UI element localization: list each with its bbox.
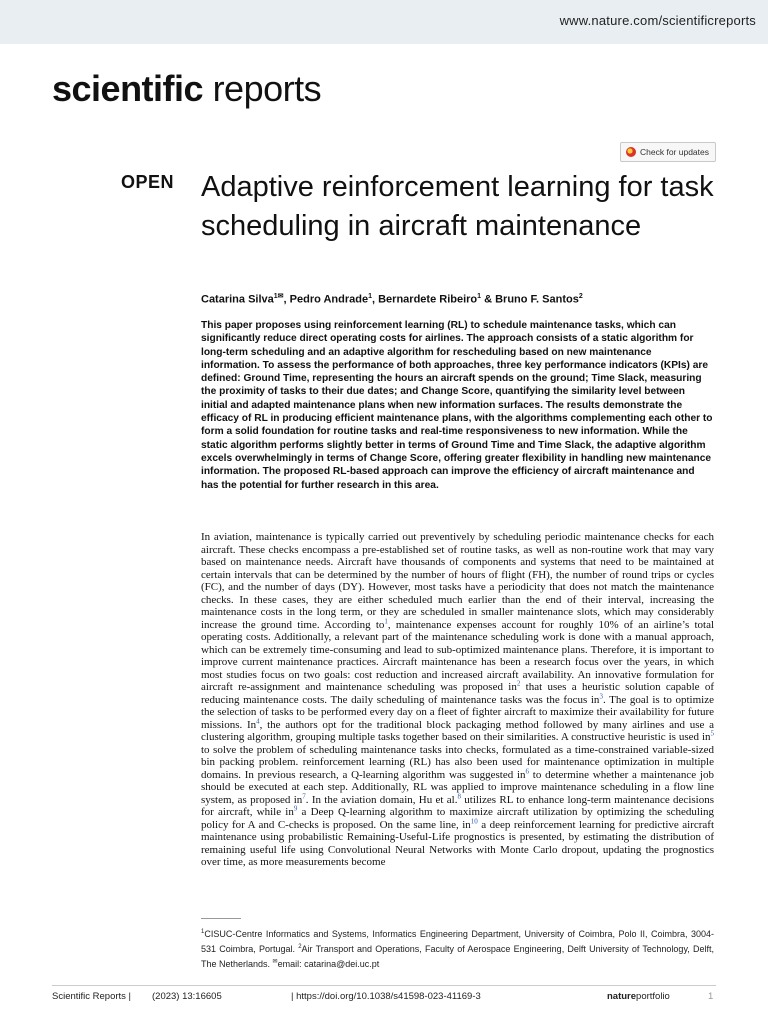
- affiliation-text: Air Transport and Operations, Faculty of Aerospace Engineering, Delft University of Technology, Delft, The Netherlands.: [201, 944, 714, 969]
- affiliations-footnote: [201, 926, 714, 971]
- citation-link[interactable]: 8: [457, 791, 461, 800]
- author-name[interactable]: , Pedro Andrade: [283, 293, 369, 306]
- body-text: , maintenance expenses account for roughly 10% of an airline’s total operating costs. Additionally, a relevant part of the maintenance scheduling work is done with a manual approach, which can be extremely time-consuming and lead to sub-optimized maintenance plans. Therefore, it is important to improve current maintenance practices. Aircraft maintenance has been a research focus over the years, in which most studies focus on two goals: cost reduction and increased aircraft availability. An innovative formulation for aircraft re-assignment and maintenance scheduling was proposed in: [201, 618, 715, 693]
- author-name[interactable]: , Bernardete Ribeiro: [372, 293, 478, 306]
- body-text: that uses a heuristic solution capable of reducing maintenance costs. The daily scheduling of maintenance tasks was the focus in: [201, 681, 714, 706]
- affiliation-mark: 2: [298, 944, 302, 950]
- body-text: to solve the problem of scheduling maintenance tasks into checks, formulated as a time-constrained variable-sized bin packing problem. reinforcement learning (RL) has also been used for maintenance optimization in multiple domains. In previous research, a Q-learning algorithm was suggested in: [201, 743, 714, 781]
- email-icon: ✉: [272, 959, 278, 965]
- corresponding-email-link[interactable]: email: catarina@dei.uc.pt: [277, 959, 380, 969]
- journal-logo-light: reports: [203, 68, 322, 109]
- article-title: Adaptive reinforcement learning for task scheduling in aircraft maintenance: [201, 171, 714, 242]
- author-list: [201, 292, 583, 306]
- journal-url-link[interactable]: www.nature.com/scientificreports: [559, 13, 756, 28]
- footer-volume: (2023) 13:16605: [152, 991, 222, 1002]
- body-text: . The goal is to optimize the selection of tasks to be performed every day on a fleet of fighter aircraft to maximize their availability for future missions. In: [201, 693, 714, 731]
- citation-link[interactable]: 6: [525, 766, 530, 775]
- author-name[interactable]: & Bruno F. Santos: [481, 293, 579, 306]
- body-text: to determine whether a maintenance job should be executed at each step. Additionally, RL was applied to improve maintenance scheduling in a flow line system, as proposed in: [201, 768, 714, 806]
- check-for-updates-button[interactable]: [620, 142, 716, 162]
- citation-link[interactable]: 4: [256, 716, 260, 725]
- author-affiliation-mark: 2: [578, 293, 583, 300]
- brand-bold: nature: [607, 991, 637, 1002]
- author-name[interactable]: Catarina Silva: [201, 293, 274, 306]
- citation-link[interactable]: 2: [516, 679, 521, 688]
- body-text: In aviation, maintenance is typically carried out preventively by scheduling periodic maintenance checks for each aircraft. These checks encompass a pre-established set of routine tasks, as well as non-routine work that may vary based on maintenance needs. Aircraft have thousands of components and systems that need to be maintained at certain intervals that can be determined by the number of hours of flight (FH), the number of round trips or cycles (FC), and the number of days (DY). However, most tasks have a periodicity that does not match the maintenance checks. In these cases, they are either scheduled much earlier than the end of their interval, increasing the maintenance costs in the long term, or they are scheduled in smaller maintenance slots, which may considerably increase the ground time. According to: [201, 531, 714, 631]
- page-number: 1: [708, 991, 714, 1002]
- citation-link[interactable]: 1: [384, 616, 388, 625]
- journal-logo[interactable]: [52, 68, 321, 110]
- citation-link[interactable]: 10: [470, 816, 478, 825]
- brand-light: portfolio: [636, 991, 670, 1002]
- citation-link[interactable]: 3: [599, 691, 603, 700]
- footer-divider: [52, 985, 716, 986]
- nature-portfolio-logo: [607, 991, 670, 1002]
- body-text: a deep reinforcement learning for predictive aircraft maintenance using probabilistic Remaining-Useful-Life prognostics is presented, by estimating the distribution of remaining useful life using Convolutional Neural Networks with Monte Carlo dropout, updating the prognostics over time, as more measurements become: [201, 818, 714, 868]
- citation-link[interactable]: 7: [302, 791, 306, 800]
- footnote-divider: [201, 918, 241, 919]
- abstract: This paper proposes using reinforcement learning (RL) to schedule maintenance tasks, which can significantly reduce direct operating costs for airlines. The approach consists of a static algorithm for long-term scheduling and an adaptive algorithm for rescheduling based on new maintenance information. To assess the performance of both approaches, three key performance indicators (KPIs) are defined: Ground Time, representing the hours an aircraft spends on the ground; Time Slack, measuring the proximity of tasks to their due dates; and Change Score, quantifying the similarity level between initial and adapted maintenance plans when new information surfaces. The results demonstrate the efficacy of RL in producing efficient maintenance plans, with the algorithms complementing each other to form a solid foundation for routine tasks and real-time responsiveness to new information. While the static algorithm performs slightly better in terms of Ground Time and Time Slack, the adaptive algorithm excels overwhelmingly in terms of Change Score, offering greater flexibility in handling new maintenance information. The proposed RL-based approach can improve the efficiency of aircraft maintenance and has the potential for further research in this area.: [201, 320, 713, 491]
- body-paragraph: [201, 531, 714, 869]
- affiliation-text: CISUC-Centre Informatics and Systems, Informatics Engineering Department, University of Coimbra, Polo II, Coimbra, 3004-531 Coimbra, Portugal.: [201, 929, 714, 954]
- top-bar: [0, 0, 768, 44]
- footer-doi-link[interactable]: | https://doi.org/10.1038/s41598-023-41169-3: [291, 991, 481, 1002]
- crossmark-icon: [626, 147, 636, 157]
- citation-link[interactable]: 9: [293, 804, 298, 813]
- body-text: , the authors opt for the traditional block packaging method followed by many airlines and use a clustering algorithm, grouping multiple tasks together based on their similarities. A constructive heuristic is used in: [201, 718, 714, 743]
- author-affiliation-mark: 1: [477, 293, 482, 300]
- open-access-label: OPEN: [121, 172, 175, 192]
- body-text: . In the aviation domain, Hu et al.: [305, 793, 458, 806]
- citation-link[interactable]: 5: [710, 729, 714, 738]
- body-text: utilizes RL to enhance long-term maintenance decisions for aircraft, while in: [201, 793, 714, 818]
- footer-journal: Scientific Reports |: [52, 991, 132, 1002]
- check-for-updates-label: Check for updates: [640, 147, 709, 157]
- author-affiliation-mark: 1✉: [273, 293, 284, 300]
- body-text: a Deep Q-learning algorithm to maximize aircraft utilization by optimizing the scheduling policy for A and C-checks is proposed. On the same line, in: [201, 806, 715, 831]
- author-affiliation-mark: 1: [368, 293, 372, 300]
- journal-logo-bold: scientific: [52, 68, 204, 109]
- affiliation-mark: 1: [201, 929, 205, 935]
